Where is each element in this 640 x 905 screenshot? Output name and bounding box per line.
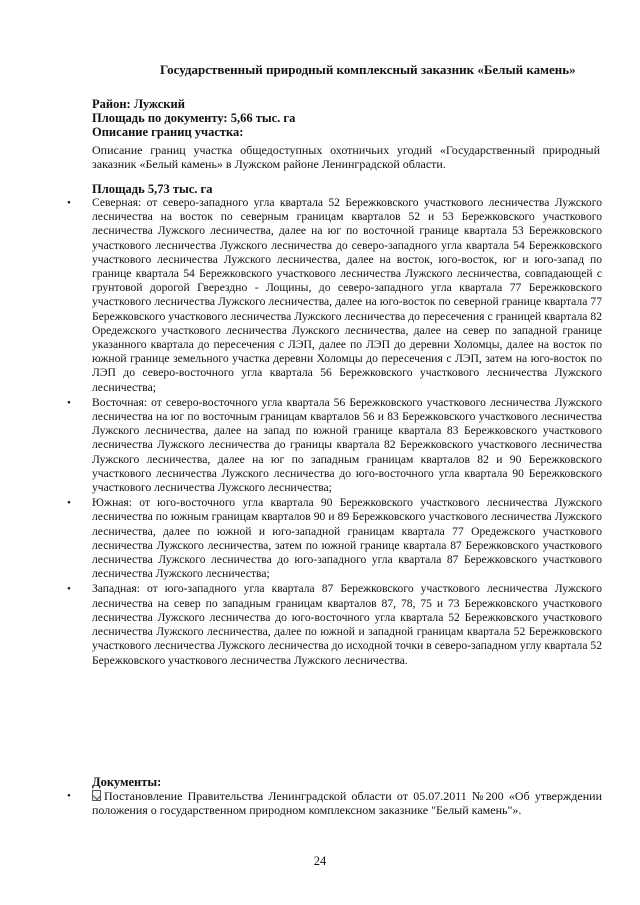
area-description: Описание границ участка общедоступных охотничьих угодий «Государственный природный заказник «Белый камень» в Лужском районе Ленинградской области. [92, 143, 600, 171]
document-list-item [92, 789, 602, 817]
area-label: Площадь 5,73 тыс. га [92, 182, 213, 196]
document-link[interactable]: Постановление Правительства Ленинградской области от 05.07.2011 №200 «Об утверждении положения о государственном природном комплексном заказнике "Белый камень"». [92, 789, 602, 817]
document-title: Государственный природный комплексный заказник «Белый камень» [160, 62, 576, 77]
document-link-icon[interactable] [92, 790, 101, 801]
border-south: • Южная: от юго-восточного угла квартала 90 Бережковского участкового лесничества Лужского лесничества по южным границам кварталов 90 и 89 Бережковского участкового лесничества Лужского лесничества, далее по южной и юго-западной границам квартала 77 Оредежского участкового лесничества Лужского лесничества, затем по южной границе квартала 87 Бережковского участкового лесничества Лужского лесничества до юго-западного угла квартала 87 Бережковского участкового лесничества Лужского лесничества; [92, 496, 602, 581]
page-number: 24 [313, 854, 327, 868]
border-west: • Западная: от юго-западного угла квартала 87 Бережковского участкового лесничества Лужского лесничества на север по западным границам кварталов 87, 78, 75 и 73 Бережковского участкового лесничества Лужского лесничества до юго-восточного угла квартала 52 Бережковского участкового лесничества Лужского лесничества, далее по южной и западной границам квартала 52 Бережковского участкового лесничества Лужского лесничества до исходной точки в северо-западном углу квартала 52 Бережковского участкового лесничества Лужского лесничества. [92, 582, 602, 667]
documents-heading: Документы: [92, 775, 162, 789]
border-east: • Восточная: от северо-восточного угла квартала 56 Бережковского участкового лесничества Лужского лесничества на юг по восточным границам кварталов 56 и 83 Бережковского участкового лесничества Лужского лесничества, далее на запад по южной границе квартала 83 Бережковского участкового лесничества Лужского лесничества до границы квартала 82 Бережковского участкового лесничества Лужского лесничества, далее на юг по западным границам кварталов 82 и 90 Бережковского участкового лесничества Лужского лесничества до юго-восточного угла квартала 90 Бережковского участкового лесничества Лужского лесничества; [92, 396, 602, 495]
area-by-document: Площадь по документу: 5,66 тыс. га [92, 111, 296, 125]
borders-heading: Описание границ участка: [92, 125, 244, 139]
borders-list [92, 196, 602, 669]
border-north: • Северная: от северо-западного угла квартала 52 Бережковского участкового лесничества Лужского лесничества на восток по северным границам кварталов 52 и 53 Бережковского участкового лесничества Лужского лесничества, далее на юг по восточной границе квартала 53 Бережковского участкового лесничества Лужского лесничества до северо-западного угла квартала 54 Бережковского участкового лесничества Лужского лесничества, далее на восток, юго-восток, юг и юго-запад по границе квартала 54 Бережковского участкового лесничества Лужского лесничества, совпадающей с грунтовой дорогой Гверездно - Лощины, до северо-западного угла квартала 77 Бережковского участкового лесничества Лужского лесничества, далее на юго-восток по северной границе квартала 77 Бережковского участкового лесничества Лужского лесничества до пересечения с границей квартала 82 Оредежского участкового лесничества Лужского лесничества, далее на север по западной границе указанного квартала до пересечения с ЛЭП, далее по ЛЭП до деревни Холомцы, далее на восток по южной границе земельного участка деревни Холомцы до пересечения с ЛЭП, затем на юго-восток по ЛЭП до северо-восточного угла квартала 56 Бережковского участкового лесничества Лужского лесничества; [92, 196, 602, 395]
reserve-meta [92, 97, 612, 139]
district-label: Район: Лужский [92, 97, 185, 111]
